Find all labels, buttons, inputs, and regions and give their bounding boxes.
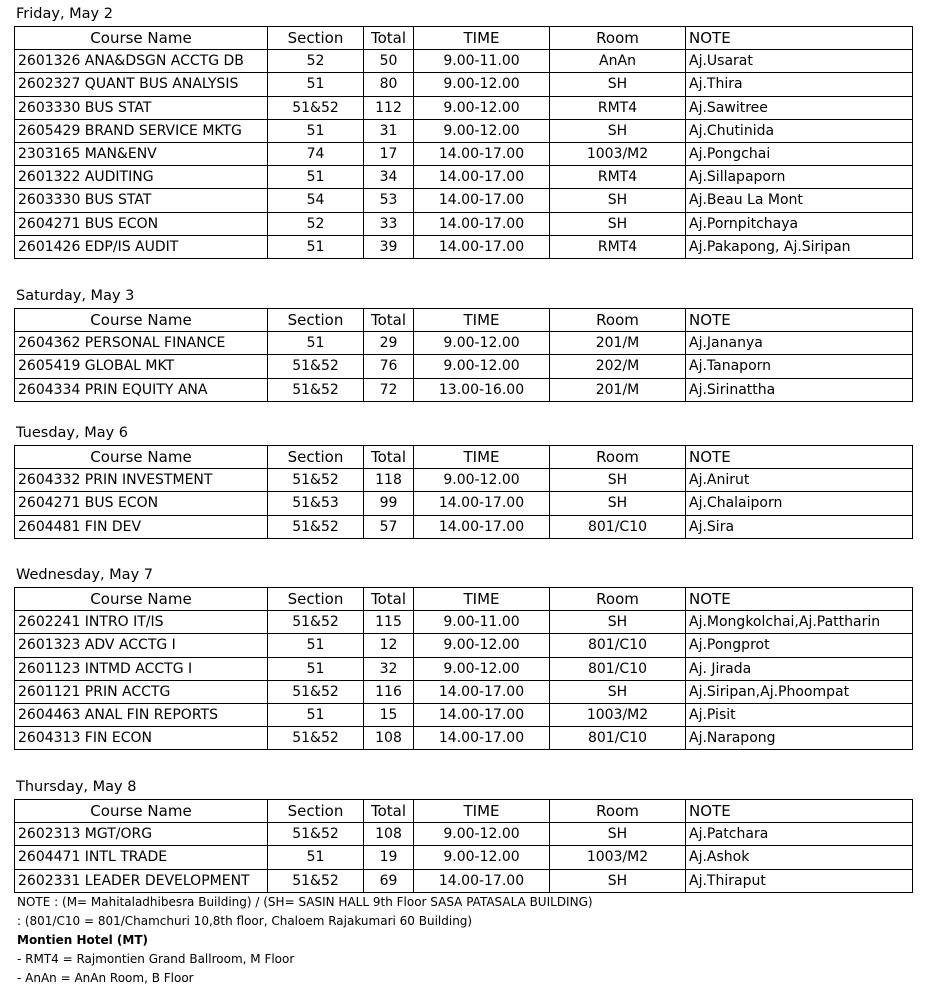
table-row xyxy=(15,846,913,869)
header-section: Section xyxy=(268,27,364,50)
header-time: TIME xyxy=(414,309,550,332)
cell-room: 1003/M2 xyxy=(550,703,686,726)
cell-course: 2601121 PRIN ACCTG xyxy=(15,680,268,703)
cell-total: 99 xyxy=(364,492,414,515)
cell-course: 2604332 PRIN INVESTMENT xyxy=(15,469,268,492)
cell-course: 2604271 BUS ECON xyxy=(15,492,268,515)
header-course: Course Name xyxy=(15,588,268,611)
cell-room: 1003/M2 xyxy=(550,846,686,869)
cell-time: 14.00-17.00 xyxy=(414,189,550,212)
cell-course: 2602241 INTRO IT/IS xyxy=(15,611,268,634)
footnote-line: - RMT4 = Rajmontien Grand Ballroom, M Floor xyxy=(17,952,295,966)
table-row xyxy=(15,166,913,189)
cell-room: 801/C10 xyxy=(550,515,686,538)
cell-note: Aj.Ashok xyxy=(686,846,913,869)
cell-room: 201/M xyxy=(550,332,686,355)
cell-section: 51&52 xyxy=(268,378,364,401)
header-section: Section xyxy=(268,309,364,332)
header-total: Total xyxy=(364,800,414,823)
cell-total: 108 xyxy=(364,823,414,846)
table-row xyxy=(15,727,913,750)
header-course: Course Name xyxy=(15,446,268,469)
cell-room: AnAn xyxy=(550,50,686,73)
cell-room: 202/M xyxy=(550,355,686,378)
footnote-line: : (801/C10 = 801/Chamchuri 10,8th floor, Chaloem Rajakumari 60 Building) xyxy=(17,914,473,928)
header-total: Total xyxy=(364,446,414,469)
cell-room: RMT4 xyxy=(550,166,686,189)
cell-time: 9.00-11.00 xyxy=(414,611,550,634)
table-row xyxy=(15,657,913,680)
cell-section: 51&52 xyxy=(268,727,364,750)
cell-note: Aj.Sira xyxy=(686,515,913,538)
cell-note: Aj.Jananya xyxy=(686,332,913,355)
cell-time: 9.00-12.00 xyxy=(414,119,550,142)
cell-course: 2604481 FIN DEV xyxy=(15,515,268,538)
cell-time: 14.00-17.00 xyxy=(414,235,550,258)
cell-section: 51 xyxy=(268,703,364,726)
cell-room: SH xyxy=(550,680,686,703)
cell-section: 52 xyxy=(268,212,364,235)
cell-note: Aj.Pongchai xyxy=(686,142,913,165)
cell-room: SH xyxy=(550,119,686,142)
cell-room: 201/M xyxy=(550,378,686,401)
cell-total: 39 xyxy=(364,235,414,258)
table-row xyxy=(15,50,913,73)
cell-course: 2601123 INTMD ACCTG I xyxy=(15,657,268,680)
table-row xyxy=(15,611,913,634)
schedule-table xyxy=(14,445,913,539)
hotel-title: Montien Hotel (MT) xyxy=(17,933,148,947)
schedule-table xyxy=(14,26,913,259)
header-note: NOTE xyxy=(686,309,913,332)
cell-total: 76 xyxy=(364,355,414,378)
cell-total: 108 xyxy=(364,727,414,750)
header-course: Course Name xyxy=(15,800,268,823)
cell-course: 2604463 ANAL FIN REPORTS xyxy=(15,703,268,726)
cell-time: 14.00-17.00 xyxy=(414,142,550,165)
table-header-row xyxy=(15,309,913,332)
cell-time: 14.00-17.00 xyxy=(414,727,550,750)
cell-course: 2601326 ANA&DSGN ACCTG DB xyxy=(15,50,268,73)
cell-total: 19 xyxy=(364,846,414,869)
cell-time: 9.00-12.00 xyxy=(414,823,550,846)
cell-time: 14.00-17.00 xyxy=(414,515,550,538)
header-total: Total xyxy=(364,27,414,50)
cell-room: SH xyxy=(550,189,686,212)
cell-room: 1003/M2 xyxy=(550,142,686,165)
cell-total: 15 xyxy=(364,703,414,726)
header-note: NOTE xyxy=(686,800,913,823)
cell-room: 801/C10 xyxy=(550,634,686,657)
cell-total: 115 xyxy=(364,611,414,634)
cell-section: 51&52 xyxy=(268,355,364,378)
cell-course: 2604471 INTL TRADE xyxy=(15,846,268,869)
cell-section: 51 xyxy=(268,235,364,258)
footnote-line: - AnAn = AnAn Room, B Floor xyxy=(17,971,194,985)
cell-course: 2601323 ADV ACCTG I xyxy=(15,634,268,657)
table-row xyxy=(15,823,913,846)
cell-section: 51&52 xyxy=(268,611,364,634)
cell-total: 53 xyxy=(364,189,414,212)
table-row xyxy=(15,469,913,492)
cell-note: Aj.Chutinida xyxy=(686,119,913,142)
cell-total: 17 xyxy=(364,142,414,165)
cell-time: 14.00-17.00 xyxy=(414,212,550,235)
header-note: NOTE xyxy=(686,446,913,469)
cell-note: Aj.Tanaporn xyxy=(686,355,913,378)
cell-course: 2604271 BUS ECON xyxy=(15,212,268,235)
cell-course: 2604313 FIN ECON xyxy=(15,727,268,750)
cell-room: SH xyxy=(550,492,686,515)
cell-note: Aj.Mongkolchai,Aj.Pattharin xyxy=(686,611,913,634)
table-row xyxy=(15,515,913,538)
day-title: Saturday, May 3 xyxy=(16,288,135,304)
table-row xyxy=(15,378,913,401)
cell-total: 50 xyxy=(364,50,414,73)
header-room: Room xyxy=(550,800,686,823)
cell-section: 51&52 xyxy=(268,515,364,538)
table-row xyxy=(15,119,913,142)
cell-section: 51 xyxy=(268,119,364,142)
schedule-table xyxy=(14,587,913,750)
cell-course: 2605429 BRAND SERVICE MKTG xyxy=(15,119,268,142)
cell-note: Aj.Anirut xyxy=(686,469,913,492)
cell-note: Aj.Sirinattha xyxy=(686,378,913,401)
table-header-row xyxy=(15,588,913,611)
header-section: Section xyxy=(268,800,364,823)
cell-section: 51&52 xyxy=(268,469,364,492)
header-room: Room xyxy=(550,446,686,469)
table-row xyxy=(15,332,913,355)
cell-room: SH xyxy=(550,73,686,96)
table-header-row xyxy=(15,446,913,469)
cell-course: 2601426 EDP/IS AUDIT xyxy=(15,235,268,258)
header-room: Room xyxy=(550,309,686,332)
cell-note: Aj.Pongprot xyxy=(686,634,913,657)
cell-room: 801/C10 xyxy=(550,657,686,680)
header-total: Total xyxy=(364,309,414,332)
cell-room: SH xyxy=(550,869,686,892)
cell-total: 32 xyxy=(364,657,414,680)
cell-time: 14.00-17.00 xyxy=(414,703,550,726)
day-title: Wednesday, May 7 xyxy=(16,567,153,583)
cell-section: 51&52 xyxy=(268,869,364,892)
cell-room: 801/C10 xyxy=(550,727,686,750)
cell-course: 2602327 QUANT BUS ANALYSIS xyxy=(15,73,268,96)
day-title: Tuesday, May 6 xyxy=(16,425,129,441)
header-time: TIME xyxy=(414,446,550,469)
cell-note: Aj.Thira xyxy=(686,73,913,96)
cell-note: Aj.Pornpitchaya xyxy=(686,212,913,235)
table-row xyxy=(15,189,913,212)
header-section: Section xyxy=(268,588,364,611)
cell-room: RMT4 xyxy=(550,235,686,258)
cell-section: 52 xyxy=(268,50,364,73)
cell-total: 12 xyxy=(364,634,414,657)
cell-total: 69 xyxy=(364,869,414,892)
cell-time: 9.00-12.00 xyxy=(414,469,550,492)
cell-total: 34 xyxy=(364,166,414,189)
cell-section: 51 xyxy=(268,166,364,189)
cell-time: 9.00-11.00 xyxy=(414,50,550,73)
header-room: Room xyxy=(550,588,686,611)
header-course: Course Name xyxy=(15,309,268,332)
header-time: TIME xyxy=(414,27,550,50)
cell-total: 112 xyxy=(364,96,414,119)
cell-section: 51&53 xyxy=(268,492,364,515)
header-room: Room xyxy=(550,27,686,50)
cell-note: Aj.Patchara xyxy=(686,823,913,846)
cell-room: SH xyxy=(550,469,686,492)
cell-note: Aj. Jirada xyxy=(686,657,913,680)
cell-room: SH xyxy=(550,212,686,235)
footnote-line: NOTE : (M= Mahitaladhibesra Building) / (SH= SASIN HALL 9th Floor SASA PATASALA BUILDING) xyxy=(17,895,593,909)
cell-total: 33 xyxy=(364,212,414,235)
cell-section: 51&52 xyxy=(268,96,364,119)
day-title: Thursday, May 8 xyxy=(16,779,137,795)
cell-total: 116 xyxy=(364,680,414,703)
cell-course: 2604334 PRIN EQUITY ANA xyxy=(15,378,268,401)
footnotes xyxy=(17,893,593,988)
cell-course: 2601322 AUDITING xyxy=(15,166,268,189)
cell-time: 14.00-17.00 xyxy=(414,680,550,703)
table-row xyxy=(15,492,913,515)
table-header-row xyxy=(15,800,913,823)
cell-total: 29 xyxy=(364,332,414,355)
cell-room: RMT4 xyxy=(550,96,686,119)
cell-note: Aj.Pakapong, Aj.Siripan xyxy=(686,235,913,258)
cell-section: 51 xyxy=(268,332,364,355)
cell-course: 2604362 PERSONAL FINANCE xyxy=(15,332,268,355)
cell-course: 2603330 BUS STAT xyxy=(15,189,268,212)
table-row xyxy=(15,680,913,703)
cell-note: Aj.Sawitree xyxy=(686,96,913,119)
cell-section: 51&52 xyxy=(268,823,364,846)
cell-time: 13.00-16.00 xyxy=(414,378,550,401)
cell-section: 51 xyxy=(268,846,364,869)
cell-course: 2602313 MGT/ORG xyxy=(15,823,268,846)
cell-total: 31 xyxy=(364,119,414,142)
schedule-table xyxy=(14,308,913,402)
cell-section: 51&52 xyxy=(268,680,364,703)
table-row xyxy=(15,142,913,165)
cell-total: 118 xyxy=(364,469,414,492)
header-note: NOTE xyxy=(686,27,913,50)
cell-note: Aj.Chalaiporn xyxy=(686,492,913,515)
cell-note: Aj.Thiraput xyxy=(686,869,913,892)
header-section: Section xyxy=(268,446,364,469)
cell-section: 51 xyxy=(268,657,364,680)
schedule-table xyxy=(14,799,913,893)
cell-note: Aj.Beau La Mont xyxy=(686,189,913,212)
table-row xyxy=(15,73,913,96)
cell-section: 74 xyxy=(268,142,364,165)
cell-course: 2603330 BUS STAT xyxy=(15,96,268,119)
cell-course: 2605419 GLOBAL MKT xyxy=(15,355,268,378)
cell-note: Aj.Sillapaporn xyxy=(686,166,913,189)
table-row xyxy=(15,869,913,892)
cell-section: 51 xyxy=(268,634,364,657)
cell-time: 14.00-17.00 xyxy=(414,869,550,892)
header-time: TIME xyxy=(414,800,550,823)
cell-time: 9.00-12.00 xyxy=(414,96,550,119)
cell-total: 57 xyxy=(364,515,414,538)
table-row xyxy=(15,235,913,258)
header-note: NOTE xyxy=(686,588,913,611)
cell-room: SH xyxy=(550,611,686,634)
cell-time: 9.00-12.00 xyxy=(414,846,550,869)
cell-room: SH xyxy=(550,823,686,846)
table-row xyxy=(15,212,913,235)
cell-time: 14.00-17.00 xyxy=(414,166,550,189)
cell-section: 54 xyxy=(268,189,364,212)
cell-time: 9.00-12.00 xyxy=(414,332,550,355)
cell-note: Aj.Siripan,Aj.Phoompat xyxy=(686,680,913,703)
header-time: TIME xyxy=(414,588,550,611)
cell-time: 14.00-17.00 xyxy=(414,492,550,515)
table-row xyxy=(15,96,913,119)
header-total: Total xyxy=(364,588,414,611)
cell-total: 80 xyxy=(364,73,414,96)
table-row xyxy=(15,703,913,726)
cell-note: Aj.Narapong xyxy=(686,727,913,750)
header-course: Course Name xyxy=(15,27,268,50)
day-title: Friday, May 2 xyxy=(16,6,113,22)
cell-note: Aj.Pisit xyxy=(686,703,913,726)
table-row xyxy=(15,634,913,657)
cell-course: 2602331 LEADER DEVELOPMENT xyxy=(15,869,268,892)
cell-time: 9.00-12.00 xyxy=(414,73,550,96)
cell-time: 9.00-12.00 xyxy=(414,657,550,680)
cell-course: 2303165 MAN&ENV xyxy=(15,142,268,165)
cell-time: 9.00-12.00 xyxy=(414,355,550,378)
cell-total: 72 xyxy=(364,378,414,401)
cell-time: 9.00-12.00 xyxy=(414,634,550,657)
table-header-row xyxy=(15,27,913,50)
cell-note: Aj.Usarat xyxy=(686,50,913,73)
cell-section: 51 xyxy=(268,73,364,96)
table-row xyxy=(15,355,913,378)
